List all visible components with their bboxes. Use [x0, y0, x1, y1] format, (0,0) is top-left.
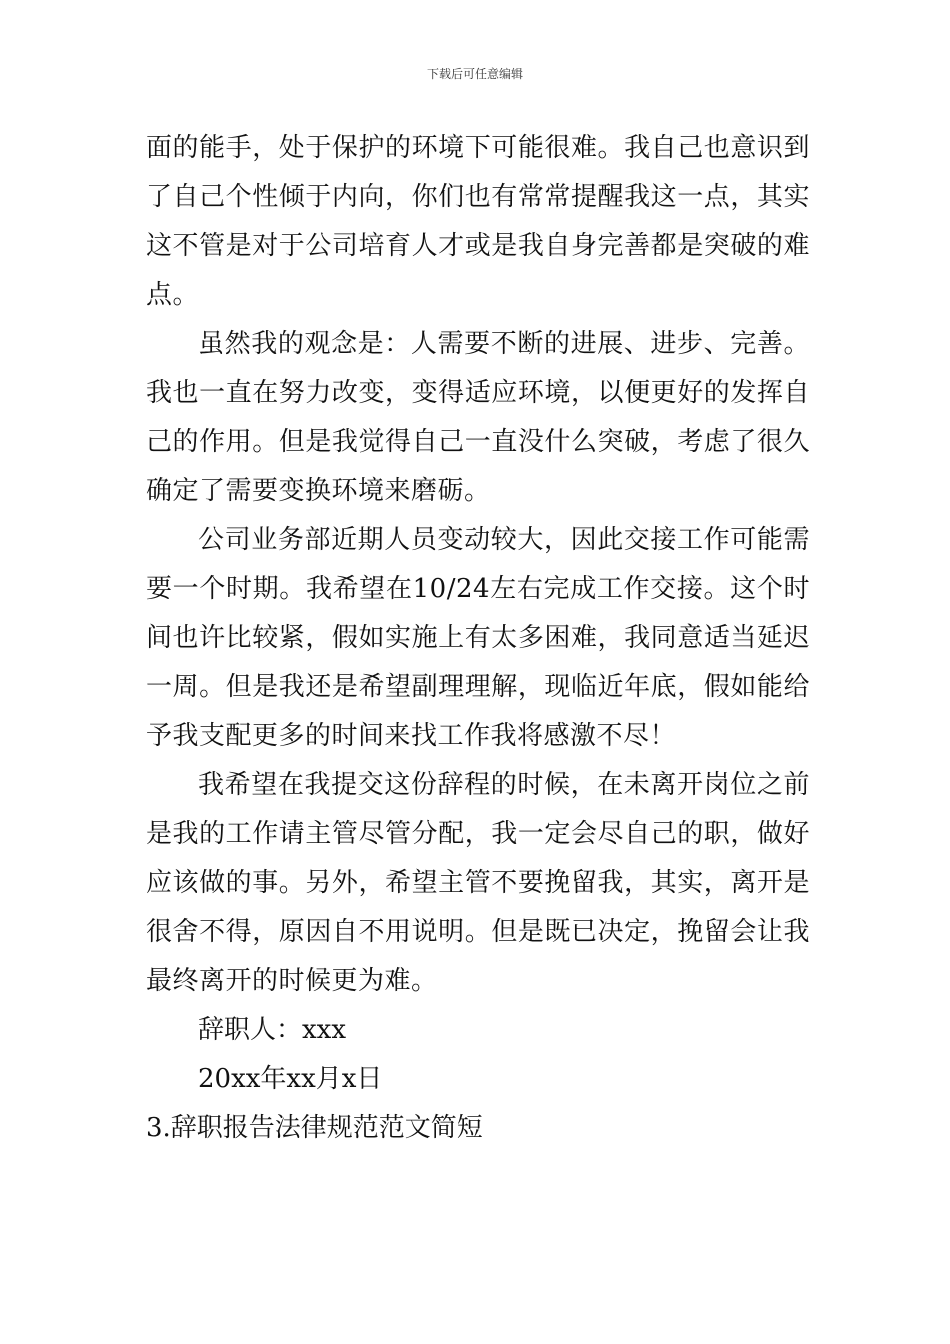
- signature-name: 辞职人：xxx: [198, 1015, 346, 1045]
- paragraph-continuation: 面的能手，处于保护的环境下可能很难。我自己也意识到了自己个性倾于内向，你们也有常常提醒我这一点，其实这不管是对于公司培育人才或是我自身完善都是突破的难点。: [146, 133, 810, 310]
- signature-date: 20xx年xx月x日: [198, 1064, 383, 1094]
- paragraph-handover: 公司业务部近期人员变动较大，因此交接工作可能需要一个时期。我希望在10/24左右完成工作交接。这个时间也许比较紧，假如实施上有太多困难，我同意适当延迟一周。但是我还是希望副理理解，现临近年底，假如能给予我支配更多的时间来找工作我将感激不尽！: [146, 525, 810, 751]
- page-header: 下载后可任意编辑: [426, 67, 523, 81]
- paragraph-belief: 虽然我的观念是：人需要不断的进展、进步、完善。我也一直在努力改变，变得适应环境，以便更好的发挥自己的作用。但是我觉得自己一直没什么突破，考虑了很久确定了需要变换环境来磨砺。: [146, 329, 810, 506]
- document-body: [146, 124, 810, 1153]
- section-heading: 3.辞职报告法律规范范文简短: [146, 1113, 483, 1143]
- paragraph-request: 我希望在我提交这份辞程的时候，在未离开岗位之前是我的工作请主管尽管分配，我一定会尽自己的职，做好应该做的事。另外，希望主管不要挽留我，其实，离开是很舍不得，原因自不用说明。但是既已决定，挽留会让我最终离开的时候更为难。: [146, 770, 810, 996]
